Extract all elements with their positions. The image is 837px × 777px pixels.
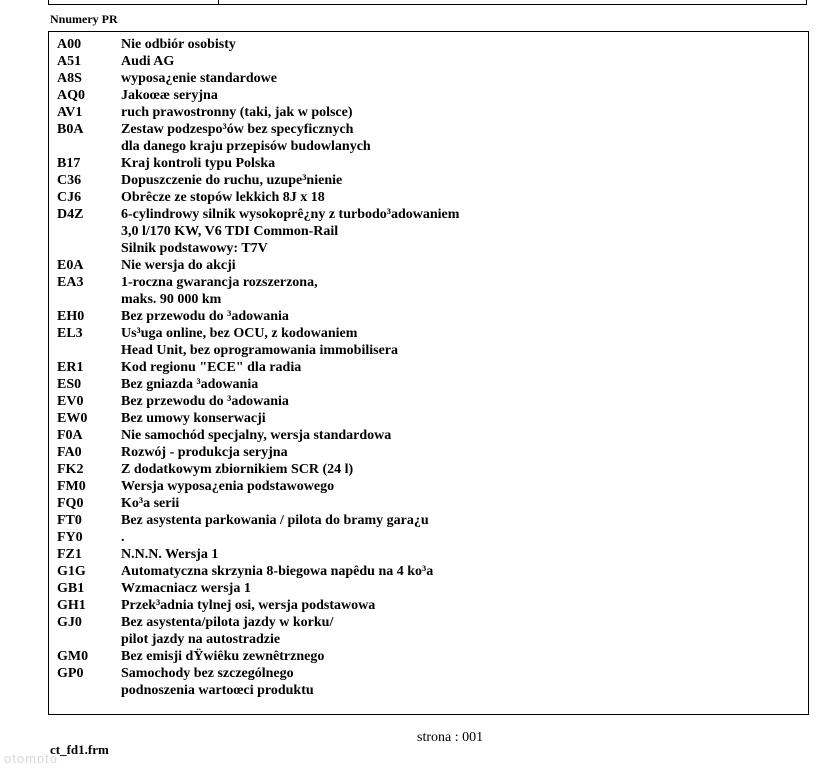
pr-code: GM0 <box>57 649 89 664</box>
pr-row <box>57 512 800 529</box>
pr-description-line: Automatyczna skrzynia 8-biegowa napêdu na 4 ko³a <box>121 564 434 579</box>
pr-code: AV1 <box>57 105 83 120</box>
pr-description <box>121 87 800 104</box>
pr-code: FZ1 <box>57 547 82 562</box>
pr-row <box>57 104 800 121</box>
section-title: Nnumery PR <box>50 12 118 26</box>
pr-row <box>57 444 800 461</box>
pr-code: GB1 <box>57 581 85 596</box>
pr-description <box>121 563 800 580</box>
pr-code: FK2 <box>57 462 84 477</box>
pr-description <box>121 665 800 699</box>
pr-description <box>121 308 800 325</box>
pr-description <box>121 393 800 410</box>
pr-row <box>57 648 800 665</box>
pr-code: A8S <box>57 71 82 86</box>
page-number: strona : 001 <box>417 730 484 745</box>
pr-row <box>57 308 800 325</box>
pr-description-line: Audi AG <box>121 54 175 69</box>
pr-description <box>121 376 800 393</box>
pr-row <box>57 189 800 206</box>
pr-row <box>57 172 800 189</box>
pr-code: EW0 <box>57 411 88 426</box>
pr-description-line: Bez umowy konserwacji <box>121 411 266 426</box>
pr-code: EL3 <box>57 326 83 341</box>
pr-description-line: Kraj kontroli typu Polska <box>121 156 276 171</box>
pr-description-line: ruch prawostronny (taki, jak w polsce) <box>121 105 353 120</box>
pr-description <box>121 444 800 461</box>
pr-row <box>57 325 800 359</box>
pr-description <box>121 512 800 529</box>
pr-row <box>57 87 800 104</box>
pr-description-line: Bez przewodu do ³adowania <box>121 394 289 409</box>
pr-description <box>121 546 800 563</box>
pr-description <box>121 427 800 444</box>
pr-row <box>57 529 800 546</box>
pr-description-line: Rozwój - produkcja seryjna <box>121 445 288 460</box>
header-value-frame <box>218 0 807 5</box>
pr-row <box>57 155 800 172</box>
pr-row <box>57 53 800 70</box>
pr-description-line: Obrêcze ze stopów lekkich 8J x 18 <box>121 190 325 205</box>
pr-code: F0A <box>57 428 83 443</box>
pr-description-line: dla danego kraju przepisów budowlanych <box>121 139 371 154</box>
pr-description <box>121 257 800 274</box>
pr-row <box>57 257 800 274</box>
pr-description-line: Bez przewodu do ³adowania <box>121 309 289 324</box>
pr-description-line: Bez gniazda ³adowania <box>121 377 259 392</box>
pr-code: A51 <box>57 54 82 69</box>
pr-code: CJ6 <box>57 190 82 205</box>
pr-description-line: maks. 90 000 km <box>121 292 222 307</box>
pr-code: GP0 <box>57 666 84 681</box>
pr-row <box>57 274 800 308</box>
pr-description-line: Nie odbiór osobisty <box>121 37 236 52</box>
pr-description-line: Us³uga online, bez OCU, z kodowaniem <box>121 326 358 341</box>
pr-description-line: N.N.N. Wersja 1 <box>121 547 219 562</box>
pr-description-line: Nie wersja do akcji <box>121 258 236 273</box>
pr-description-line: 3,0 l/170 KW, V6 TDI Common-Rail <box>121 224 339 239</box>
pr-description-line: Bez asystenta parkowania / pilota do bramy gara¿u <box>121 513 429 528</box>
pr-code: FM0 <box>57 479 86 494</box>
footer-file-name: ct_fd1.frm <box>50 742 109 757</box>
pr-description-line: . <box>121 530 125 545</box>
pr-list-frame <box>48 31 809 715</box>
pr-description <box>121 359 800 376</box>
pr-description <box>121 648 800 665</box>
pr-row <box>57 665 800 699</box>
pr-description-line: pilot jazdy na autostradzie <box>121 632 281 647</box>
pr-description <box>121 155 800 172</box>
pr-description <box>121 529 800 546</box>
pr-code: ES0 <box>57 377 82 392</box>
pr-description-line: wyposa¿enie standardowe <box>121 71 277 86</box>
pr-code: C36 <box>57 173 82 188</box>
pr-description-line: Przek³adnia tylnej osi, wersja podstawowa <box>121 598 376 613</box>
pr-code: G1G <box>57 564 86 579</box>
pr-row <box>57 614 800 648</box>
pr-description <box>121 121 800 155</box>
pr-code: EV0 <box>57 394 84 409</box>
pr-code: FA0 <box>57 445 82 460</box>
pr-code: D4Z <box>57 207 84 222</box>
pr-description <box>121 495 800 512</box>
pr-row <box>57 206 800 257</box>
pr-description <box>121 53 800 70</box>
pr-row <box>57 563 800 580</box>
pr-description-line: 1-roczna gwarancja rozszerzona, <box>121 275 318 290</box>
pr-description <box>121 580 800 597</box>
pr-description-line: Dopuszczenie do ruchu, uzupe³nienie <box>121 173 343 188</box>
pr-code: B17 <box>57 156 81 171</box>
pr-row <box>57 461 800 478</box>
pr-code: FT0 <box>57 513 82 528</box>
pr-description <box>121 70 800 87</box>
pr-row <box>57 580 800 597</box>
pr-description-line: Wersja wyposa¿enia podstawowego <box>121 479 335 494</box>
pr-row <box>57 376 800 393</box>
pr-row <box>57 70 800 87</box>
pr-description-line: Nie samochód specjalny, wersja standardowa <box>121 428 392 443</box>
watermark-logo: otomoto <box>4 751 58 766</box>
pr-description-line: Bez emisji dŸwiêku zewnêtrznego <box>121 649 325 664</box>
pr-code: B0A <box>57 122 84 137</box>
pr-description-line: Zestaw podzespo³ów bez specyficznych <box>121 122 354 137</box>
pr-description-line: Head Unit, bez oprogramowania immobilisera <box>121 343 399 358</box>
pr-description <box>121 274 800 308</box>
pr-description <box>121 614 800 648</box>
pr-list <box>57 36 800 699</box>
pr-code: GJ0 <box>57 615 82 630</box>
pr-row <box>57 597 800 614</box>
pr-description-line: Jakoœæ seryjna <box>121 88 218 103</box>
pr-row <box>57 410 800 427</box>
pr-code: EA3 <box>57 275 84 290</box>
pr-description-line: Ko³a serii <box>121 496 180 511</box>
pr-description <box>121 36 800 53</box>
pr-code: A00 <box>57 37 82 52</box>
pr-description <box>121 597 800 614</box>
pr-description <box>121 410 800 427</box>
pr-code: E0A <box>57 258 84 273</box>
pr-code: EH0 <box>57 309 85 324</box>
pr-description <box>121 104 800 121</box>
pr-code: GH1 <box>57 598 86 613</box>
pr-description <box>121 206 800 257</box>
pr-row <box>57 121 800 155</box>
pr-row <box>57 546 800 563</box>
pr-description-line: Samochody bez szczególnego <box>121 666 294 681</box>
pr-description-line: 6-cylindrowy silnik wysokoprê¿ny z turbodo³adowaniem <box>121 207 460 222</box>
pr-code: FY0 <box>57 530 83 545</box>
pr-description-line: Kod regionu "ECE" dla radia <box>121 360 302 375</box>
pr-code: AQ0 <box>57 88 85 103</box>
pr-description <box>121 325 800 359</box>
pr-row <box>57 393 800 410</box>
pr-row <box>57 495 800 512</box>
pr-description <box>121 461 800 478</box>
pr-code: FQ0 <box>57 496 84 511</box>
pr-description-line: Wzmacniacz wersja 1 <box>121 581 251 596</box>
pr-description <box>121 189 800 206</box>
pr-description-line: Z dodatkowym zbiornikiem SCR (24 l) <box>121 462 354 477</box>
pr-row <box>57 359 800 376</box>
pr-description <box>121 478 800 495</box>
pr-description-line: Bez asystenta/pilota jazdy w korku/ <box>121 615 334 630</box>
pr-description <box>121 172 800 189</box>
pr-description-line: podnoszenia wartoœci produktu <box>121 683 314 698</box>
pr-row <box>57 427 800 444</box>
pr-row <box>57 36 800 53</box>
pr-row <box>57 478 800 495</box>
pr-description-line: Silnik podstawowy: T7V <box>121 241 268 256</box>
pr-code: ER1 <box>57 360 84 375</box>
